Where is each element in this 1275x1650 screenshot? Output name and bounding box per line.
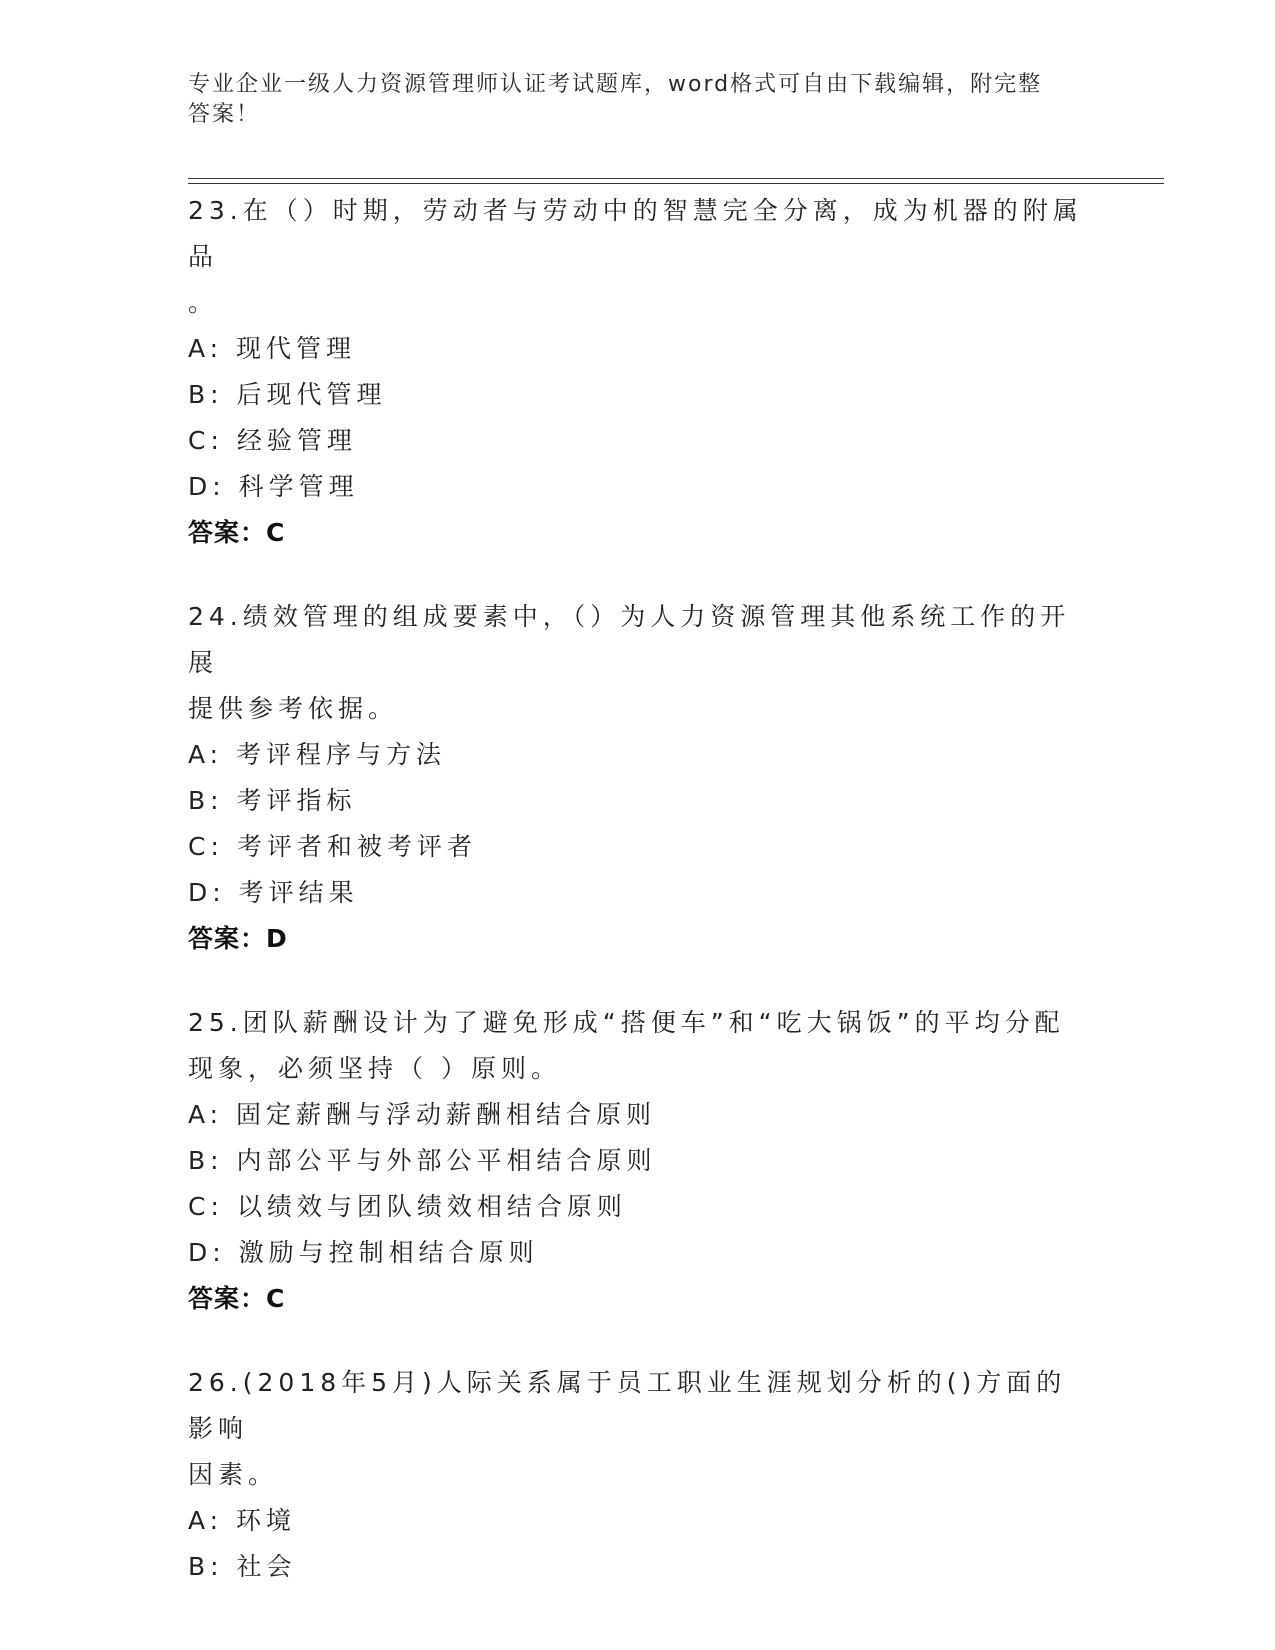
question-stem-continued: 因素。 — [188, 1460, 279, 1489]
option-a: A: 固定薪酬与浮动薪酬相结合原则 — [188, 1100, 657, 1129]
header-rule-top — [188, 178, 1164, 179]
question-list — [188, 188, 1088, 1628]
option-d: D: 激励与控制相结合原则 — [188, 1238, 539, 1267]
option-c: C: 经验管理 — [188, 426, 357, 455]
answer: 答案：C — [188, 1284, 286, 1313]
question-stem-continued: 现象，必须坚持（ ）原则。 — [188, 1054, 561, 1083]
question-stem: 26.(2018年5月)人际关系属于员工职业生涯规划分析的()方面的影响 — [188, 1368, 1067, 1443]
answer: 答案：D — [188, 924, 288, 953]
question-26 — [188, 1360, 1088, 1590]
option-b: B: 社会 — [188, 1552, 297, 1581]
question-24 — [188, 594, 1088, 962]
question-23 — [188, 188, 1088, 556]
question-stem-continued: 。 — [188, 288, 219, 317]
header-rule-bottom — [188, 183, 1164, 184]
option-a: A: 环境 — [188, 1506, 297, 1535]
question-stem: 23.在（）时期，劳动者与劳动中的智慧完全分离，成为机器的附属品 — [188, 196, 1083, 271]
option-a: A: 考评程序与方法 — [188, 740, 447, 769]
header-line-2: 答案！ — [188, 102, 261, 127]
header-line-1: 专业企业一级人力资源管理师认证考试题库，word格式可自由下载编辑，附完整 — [188, 72, 1043, 97]
option-a: A: 现代管理 — [188, 334, 357, 363]
option-b: B: 内部公平与外部公平相结合原则 — [188, 1146, 657, 1175]
option-c: C: 以绩效与团队绩效相结合原则 — [188, 1192, 627, 1221]
question-stem-continued: 提供参考依据。 — [188, 694, 399, 723]
document-header — [188, 70, 1068, 130]
answer: 答案：C — [188, 518, 286, 547]
option-b: B: 后现代管理 — [188, 380, 387, 409]
question-stem: 25.团队薪酬设计为了避免形成“搭便车”和“吃大锅饭”的平均分配 — [188, 1008, 1065, 1037]
option-d: D: 科学管理 — [188, 472, 359, 501]
option-c: C: 考评者和被考评者 — [188, 832, 477, 861]
option-d: D: 考评结果 — [188, 878, 359, 907]
question-stem: 24.绩效管理的组成要素中，（）为人力资源管理其他系统工作的开展 — [188, 602, 1071, 677]
option-b: B: 考评指标 — [188, 786, 357, 815]
question-25 — [188, 1000, 1088, 1322]
